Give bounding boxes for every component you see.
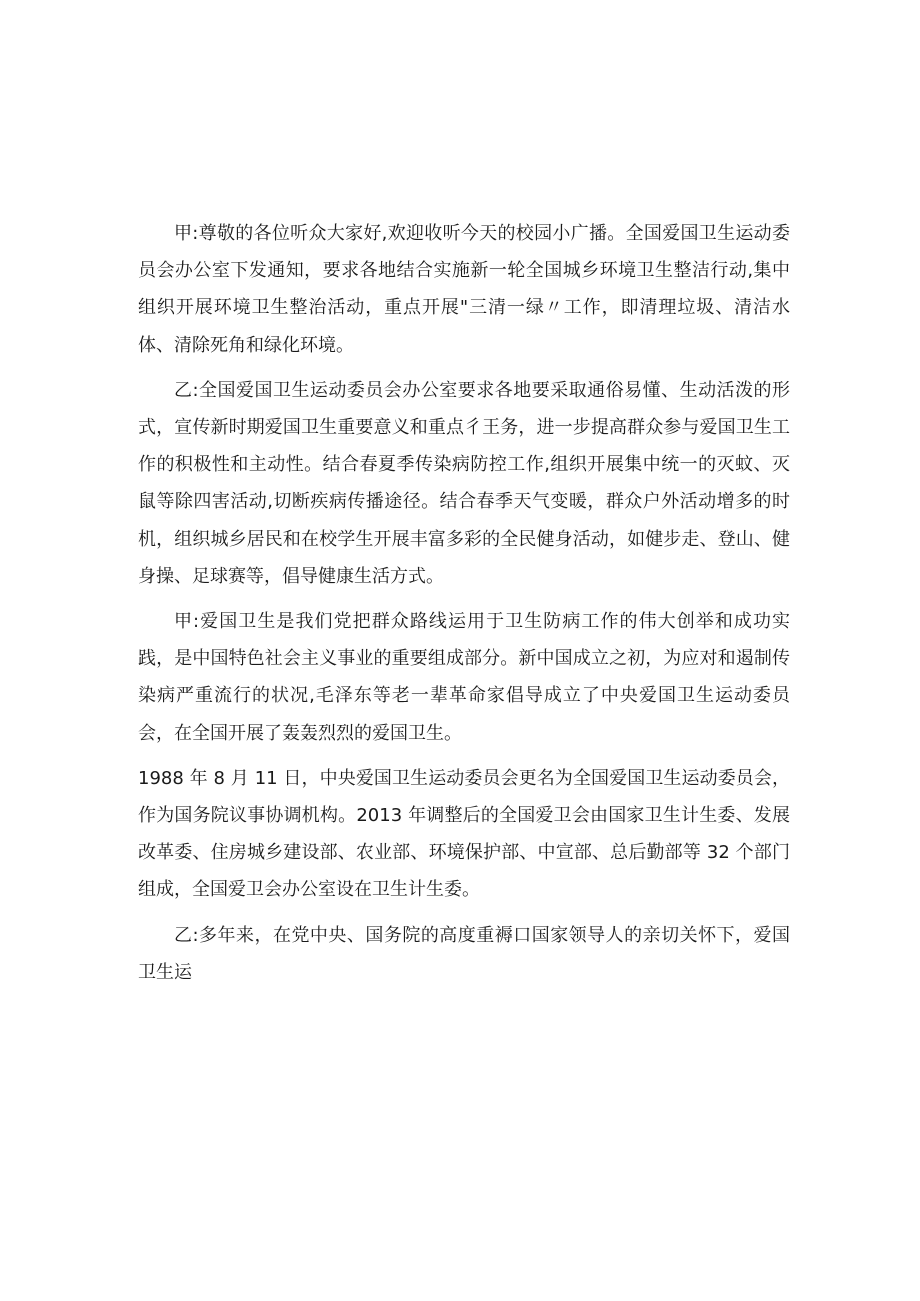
paragraph-3: 甲:爱国卫生是我们党把群众路线运用于卫生防病工作的伟大创举和成功实践，是中国特色社会主义事业的重要组成部分。新中国成立之初，为应对和遏制传染病严重流行的状况,毛泽东等老一辈革命家倡导成立了中央爱国卫生运动委员会，在全国开展了轰轰烈烈的爱国卫生。	[138, 611, 790, 744]
paragraph-1: 甲:尊敬的各位听众大家好,欢迎收听今天的校园小广播。全国爱国卫生运动委员会办公室下发通知，要求各地结合实施新一轮全国城乡环境卫生整洁行动,集中组织开展环境卫生整治活动，重点开展"三清一绿〃工作，即清理垃圾、清洁水体、清除死角和绿化环境。	[138, 223, 790, 356]
paragraph-5: 乙:多年来，在党中央、国务院的高度重褥口国家领导人的亲切关怀下，爱国卫生运	[138, 924, 790, 983]
document-body	[138, 215, 790, 999]
paragraph-4: 1988 年 8 月 11 日，中央爱国卫生运动委员会更名为全国爱国卫生运动委员会，作为国务院议事协调机构。2013 年调整后的全国爱卫会由国家卫生计生委、发展改革委、住房城乡建设部、农业部、环境保护部、中宣部、总后勤部等 32 个部门组成，全国爱卫会办公室设在卫生计生委。	[138, 767, 790, 901]
paragraph-2: 乙:全国爱国卫生运动委员会办公室要求各地要采取通俗易懂、生动活泼的形式，宣传新时期爱国卫生重要意义和重点彳王务，进一步提高群众参与爱国卫生工作的积极性和主动性。结合春夏季传染病防控工作,组织开展集中统一的灭蚊、灭鼠等除四害活动,切断疾病传播途径。结合春季天气变暖，群众户外活动增多的时机，组织城乡居民和在校学生开展丰富多彩的全民健身活动，如健步走、登山、健身操、足球赛等，倡导健康生活方式。	[138, 379, 790, 587]
